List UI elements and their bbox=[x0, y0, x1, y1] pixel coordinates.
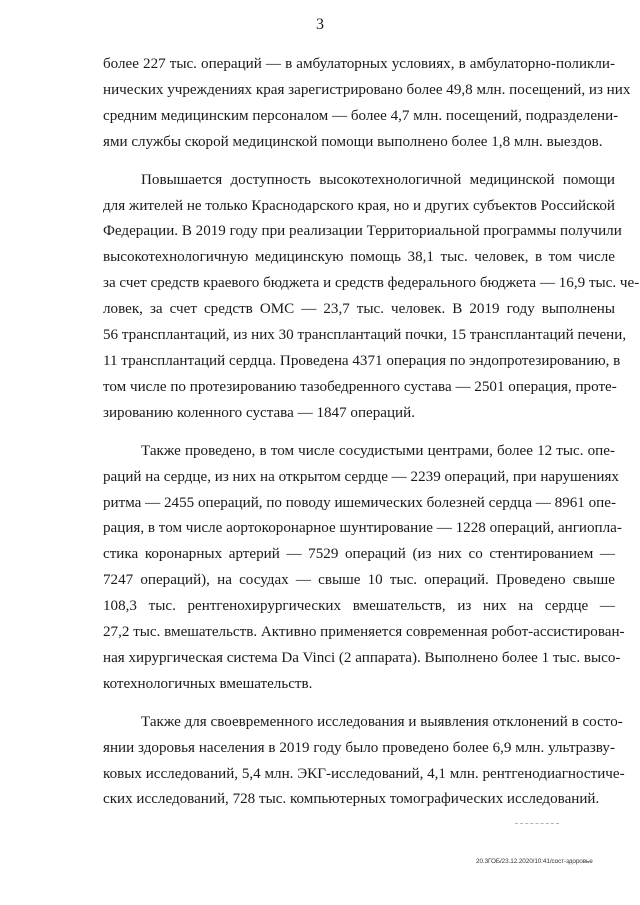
text-line: ских исследований, 728 тыс. компьютерных томографических исследований. bbox=[103, 791, 600, 808]
document-body bbox=[103, 52, 640, 813]
text-line: рация, в том числе аортокоронарное шунтирование — 1228 операций, ангиопла- bbox=[103, 520, 622, 537]
text-line: для жителей не только Краснодарского края, но и других субъектов Российской bbox=[103, 197, 615, 214]
text-line: Также проведено, в том числе сосудистыми центрами, более 12 тыс. опе- bbox=[141, 442, 615, 459]
paragraph-outpatient-stats bbox=[103, 52, 631, 156]
document-footer-code: 20.3ГОБ/23.12.2020/10:41/сост-здоровье bbox=[476, 858, 593, 865]
text-line: 11 трансплантаций сердца. Проведена 4371 операция по эндопротезированию, в bbox=[103, 352, 621, 369]
text-line: за счет средств краевого бюджета и средств федерального бюджета — 16,9 тыс. че- bbox=[103, 275, 640, 292]
text-line: средним медицинским персоналом — более 4,7 млн. посещений, подразделени- bbox=[103, 107, 619, 124]
text-line: ковых исследований, 5,4 млн. ЭКГ-исследований, 4,1 млн. рентгенодиагностиче- bbox=[103, 765, 625, 782]
text-line: 7247 операций), на сосудах — свыше 10 тыс. операций. Проведено свыше bbox=[103, 572, 615, 589]
text-line: ная хирургическая система Da Vinci (2 аппарата). Выполнено более 1 тыс. высо- bbox=[103, 649, 621, 666]
text-line: высокотехнологичную медицинскую помощь 38,1 тыс. человек, в том числе bbox=[103, 249, 615, 266]
scan-mark bbox=[515, 823, 559, 825]
paragraph-high-tech-care bbox=[103, 168, 640, 427]
text-line: Также для своевременного исследования и выявления отклонений в состо- bbox=[141, 713, 623, 730]
text-line: янии здоровья населения в 2019 году было проведено более 6,9 млн. ультразву- bbox=[103, 739, 615, 756]
text-line: том числе по протезированию тазобедренного сустава — 2501 операция, протe- bbox=[103, 378, 617, 395]
text-line: ями службы скорой медицинской помощи выполнено более 1,8 млн. выездов. bbox=[103, 133, 603, 150]
text-line: 27,2 тыс. вмешательств. Активно применяется современная робот-ассистирован- bbox=[103, 624, 625, 641]
text-line: стика коронарных артерий — 7529 операций (из них со стентированием — bbox=[103, 546, 615, 563]
text-line: Федерации. В 2019 году при реализации Территориальной программы получили bbox=[103, 223, 622, 240]
text-line: 108,3 тыс. рентгенохирургических вмешательств, из них на сердце — bbox=[103, 598, 615, 615]
text-line: раций на сердце, из них на открытом сердце — 2239 операций, при нарушениях bbox=[103, 468, 619, 485]
text-line: ритма — 2455 операций, по поводу ишемических болезней сердца — 8961 опе- bbox=[103, 494, 616, 511]
paragraph-heart-surgery bbox=[103, 439, 625, 698]
page-number: 3 bbox=[316, 16, 324, 33]
text-line: более 227 тыс. операций — в амбулаторных условиях, в амбулаторно-поликли- bbox=[103, 56, 615, 72]
text-line: Повышается доступность высокотехнологичной медицинской помощи bbox=[141, 171, 615, 188]
text-line: зированию коленного сустава — 1847 операций. bbox=[103, 404, 415, 421]
text-line: нических учреждениях края зарегистрировано более 49,8 млн. посещений, из них bbox=[103, 81, 631, 98]
text-line: ловек, за счет средств ОМС — 23,7 тыс. человек. В 2019 году выполнены bbox=[103, 301, 615, 318]
text-line: котехнологичных вмешательств. bbox=[103, 675, 313, 692]
text-line: 56 трансплантаций, из них 30 трансплантаций почки, 15 трансплантаций печени, bbox=[103, 327, 627, 344]
paragraph-diagnostics bbox=[103, 710, 625, 814]
